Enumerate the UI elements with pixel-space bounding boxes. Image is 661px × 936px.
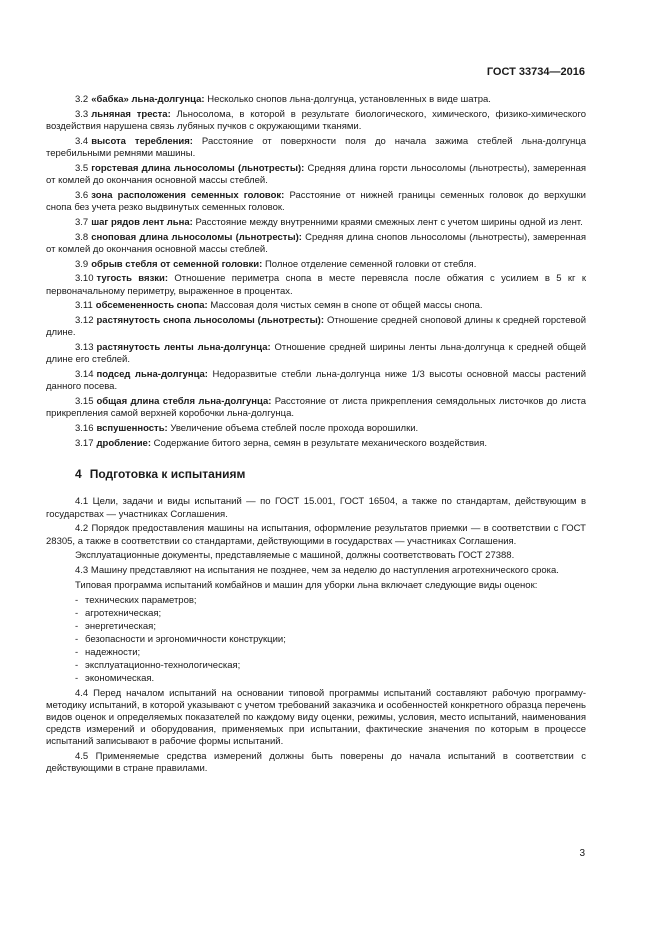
body-paragraph: 4.5 Применяемые средства измерений должны быть поверены до начала испытаний в соответствии с действующими в стране правилами.	[46, 751, 586, 775]
assessment-item	[75, 673, 586, 685]
term-definition: Расстояние от поверхности поля до начала зажима стеблей льна-долгунца теребильными ремнями машины.	[46, 135, 587, 159]
term-paragraph	[46, 438, 586, 450]
term-paragraph	[46, 163, 586, 187]
body-paragraph: 4.1 Цели, задачи и виды испытаний — по ГОСТ 15.001, ГОСТ 16504, а также по стандартам, действующим в государствах — участниках Соглашения.	[46, 496, 586, 520]
term-definition: Массовая доля чистых семян в снопе от общей массы снопа.	[210, 300, 483, 312]
term-name: обрыв стебля от семенной головки:	[91, 258, 263, 270]
dash-marker: -	[75, 634, 79, 646]
term-number: 3.2	[75, 94, 89, 105]
term-paragraph	[46, 217, 586, 229]
section-body	[46, 496, 586, 592]
dash-marker: -	[75, 594, 79, 606]
section-body-continued	[46, 688, 586, 776]
term-paragraph	[46, 396, 586, 420]
section-heading	[75, 468, 586, 480]
term-paragraph	[46, 232, 586, 256]
term-definition: Полное отделение семенной головки от стебля.	[264, 258, 477, 270]
term-number: 3.3	[75, 108, 89, 120]
term-paragraph	[46, 342, 586, 366]
dash-marker: -	[75, 607, 79, 619]
dash-marker: -	[75, 620, 79, 632]
term-name: общая длина стебля льна-долгунца:	[96, 396, 272, 408]
term-definition: Расстояние от нижней границы семенных головок до верхушки снопа без учета резко выдвинутых семенных головок.	[46, 189, 586, 213]
body-paragraph: 4.4 Перед началом испытаний на основании типовой программы испытаний составляют рабочую программу-методику испытаний, в которой указывают с учетом требований заказчика и особенностей конкретного образца перечень видов оценок и определяемых показателей по каждому виду оценки, режимы, условия, место испытаний, наименования средств измерений и оборудования, применяемых при испытании, фактические значения по которым в процессе испытаний записывают в рабочие формы испытаний.	[46, 687, 586, 748]
term-definition: Содержание битого зерна, семян в результате механического воздействия.	[153, 437, 487, 449]
terms-list	[46, 94, 586, 450]
term-name: сноповая длина льносоломы (льнотресты):	[91, 231, 302, 243]
assessment-item	[75, 634, 586, 646]
assessment-item	[75, 608, 586, 620]
term-name: тугость вязки:	[96, 273, 169, 285]
term-definition: Расстояние от листа прикрепления семядольных листочков до листа прикрепления самой верхней коробочки льна-долгунца.	[46, 396, 586, 420]
term-definition: Расстояние между внутренними краями смежных лент с учетом ширины одной из лент.	[195, 216, 583, 228]
term-number: 3.11	[75, 300, 93, 312]
term-definition: Недоразвитые стебли льна-долгунца ниже 1/3 высоты основной массы растений данного посева.	[46, 369, 587, 393]
term-definition: Льносолома, в которой в результате биологического, химического, физико-химического воздействия нарушена связь лубяных пучков с окружающими тканями.	[46, 108, 586, 132]
term-name: шаг рядов лент льна:	[91, 216, 193, 228]
term-name: растянутость снопа льносоломы (льнотресты):	[96, 315, 325, 327]
term-definition: Отношение средней сноповой длины к средней горстевой длине.	[46, 315, 586, 339]
term-number: 3.10	[75, 273, 94, 285]
term-paragraph	[46, 369, 586, 393]
document-content	[46, 94, 586, 778]
term-name: вспушенность:	[96, 423, 168, 435]
section-number: 4	[75, 467, 82, 482]
term-definition: Отношение средней ширины ленты льна-долгунца к средней общей длине его стеблей.	[46, 342, 587, 366]
term-paragraph	[46, 136, 586, 160]
assessment-item-label: агротехническая;	[85, 607, 162, 619]
section-title: Подготовка к испытаниям	[89, 467, 246, 482]
term-paragraph	[46, 273, 586, 297]
dash-marker: -	[75, 660, 79, 672]
dash-marker: -	[75, 673, 79, 685]
assessment-item-label: энергетическая;	[85, 620, 156, 632]
assessment-item	[75, 647, 586, 659]
term-name: растянутость ленты льна-долгунца:	[96, 342, 271, 354]
body-paragraph: Эксплуатационные документы, представляемые с машиной, должны соответствовать ГОСТ 27388.	[75, 550, 515, 562]
term-definition: Средняя длина горсти льносоломы (льнотресты), замеренная от комлей до окончания основной массы стеблей.	[46, 162, 587, 186]
assessment-item-label: безопасности и эргономичности конструкции;	[85, 634, 286, 646]
term-number: 3.13	[75, 342, 94, 354]
term-name: зона расположения семенных головок:	[91, 189, 285, 201]
term-name: высота теребления:	[91, 135, 193, 147]
assessment-item	[75, 660, 586, 672]
term-paragraph	[46, 190, 586, 214]
assessment-item-label: эксплуатационно-технологическая;	[85, 660, 241, 672]
term-paragraph	[46, 94, 586, 106]
assessment-item	[75, 621, 586, 633]
document-header: ГОСТ 33734—2016	[486, 66, 585, 78]
term-definition: Несколько снопов льна-долгунца, установленных в виде шатра.	[207, 94, 491, 105]
assessment-item-label: технических параметров;	[85, 594, 197, 606]
term-name: льняная треста:	[91, 108, 171, 120]
term-number: 3.17	[75, 437, 94, 449]
term-number: 3.16	[75, 423, 94, 435]
term-number: 3.15	[75, 396, 94, 408]
term-name: дробление:	[96, 437, 151, 449]
term-definition: Отношение периметра снопа в месте перевясла после обжатия с усилием в 5 кг к первоначальному периметру, выраженное в процентах.	[46, 273, 587, 297]
term-definition: Увеличение объема стеблей после прохода ворошилки.	[170, 423, 419, 435]
term-name: «бабка» льна-долгунца:	[91, 94, 205, 105]
page-number: 3	[579, 848, 585, 859]
term-number: 3.14	[75, 369, 94, 381]
dash-marker: -	[75, 647, 79, 659]
term-number: 3.7	[75, 216, 89, 228]
assessment-item-label: надежности;	[85, 647, 141, 659]
term-number: 3.9	[75, 258, 89, 270]
term-paragraph	[46, 259, 586, 271]
term-name: горстевая длина льносоломы (льнотресты):	[91, 162, 305, 174]
term-number: 3.12	[75, 315, 94, 327]
body-paragraph: 4.2 Порядок предоставления машины на испытания, оформление результатов приемки — в соответствии с ГОСТ 28305, а также в соответствии со стандартами, действующими в государствах — участниках Соглашения.	[46, 523, 586, 547]
term-paragraph	[46, 300, 586, 312]
term-number: 3.4	[75, 135, 89, 147]
assessment-item-label: экономическая.	[85, 673, 155, 685]
term-name: обсемененность снопа:	[95, 300, 208, 312]
term-name: подсед льна-долгунца:	[96, 369, 208, 381]
term-paragraph	[46, 109, 586, 133]
term-paragraph	[46, 315, 586, 339]
assessment-list	[46, 595, 586, 686]
term-number: 3.5	[75, 162, 89, 174]
term-paragraph	[46, 423, 586, 435]
term-definition: Средняя длина снопов льносоломы (льнотресты), замеренная от комлей до окончания основной массы стеблей.	[46, 231, 586, 255]
body-paragraph: Типовая программа испытаний комбайнов и машин для уборки льна включает следующие виды оценок:	[75, 579, 538, 591]
term-number: 3.6	[75, 189, 89, 201]
term-number: 3.8	[75, 231, 89, 243]
assessment-item	[75, 595, 586, 607]
body-paragraph: 4.3 Машину представляют на испытания не позднее, чем за неделю до наступления агротехнического срока.	[75, 565, 559, 577]
